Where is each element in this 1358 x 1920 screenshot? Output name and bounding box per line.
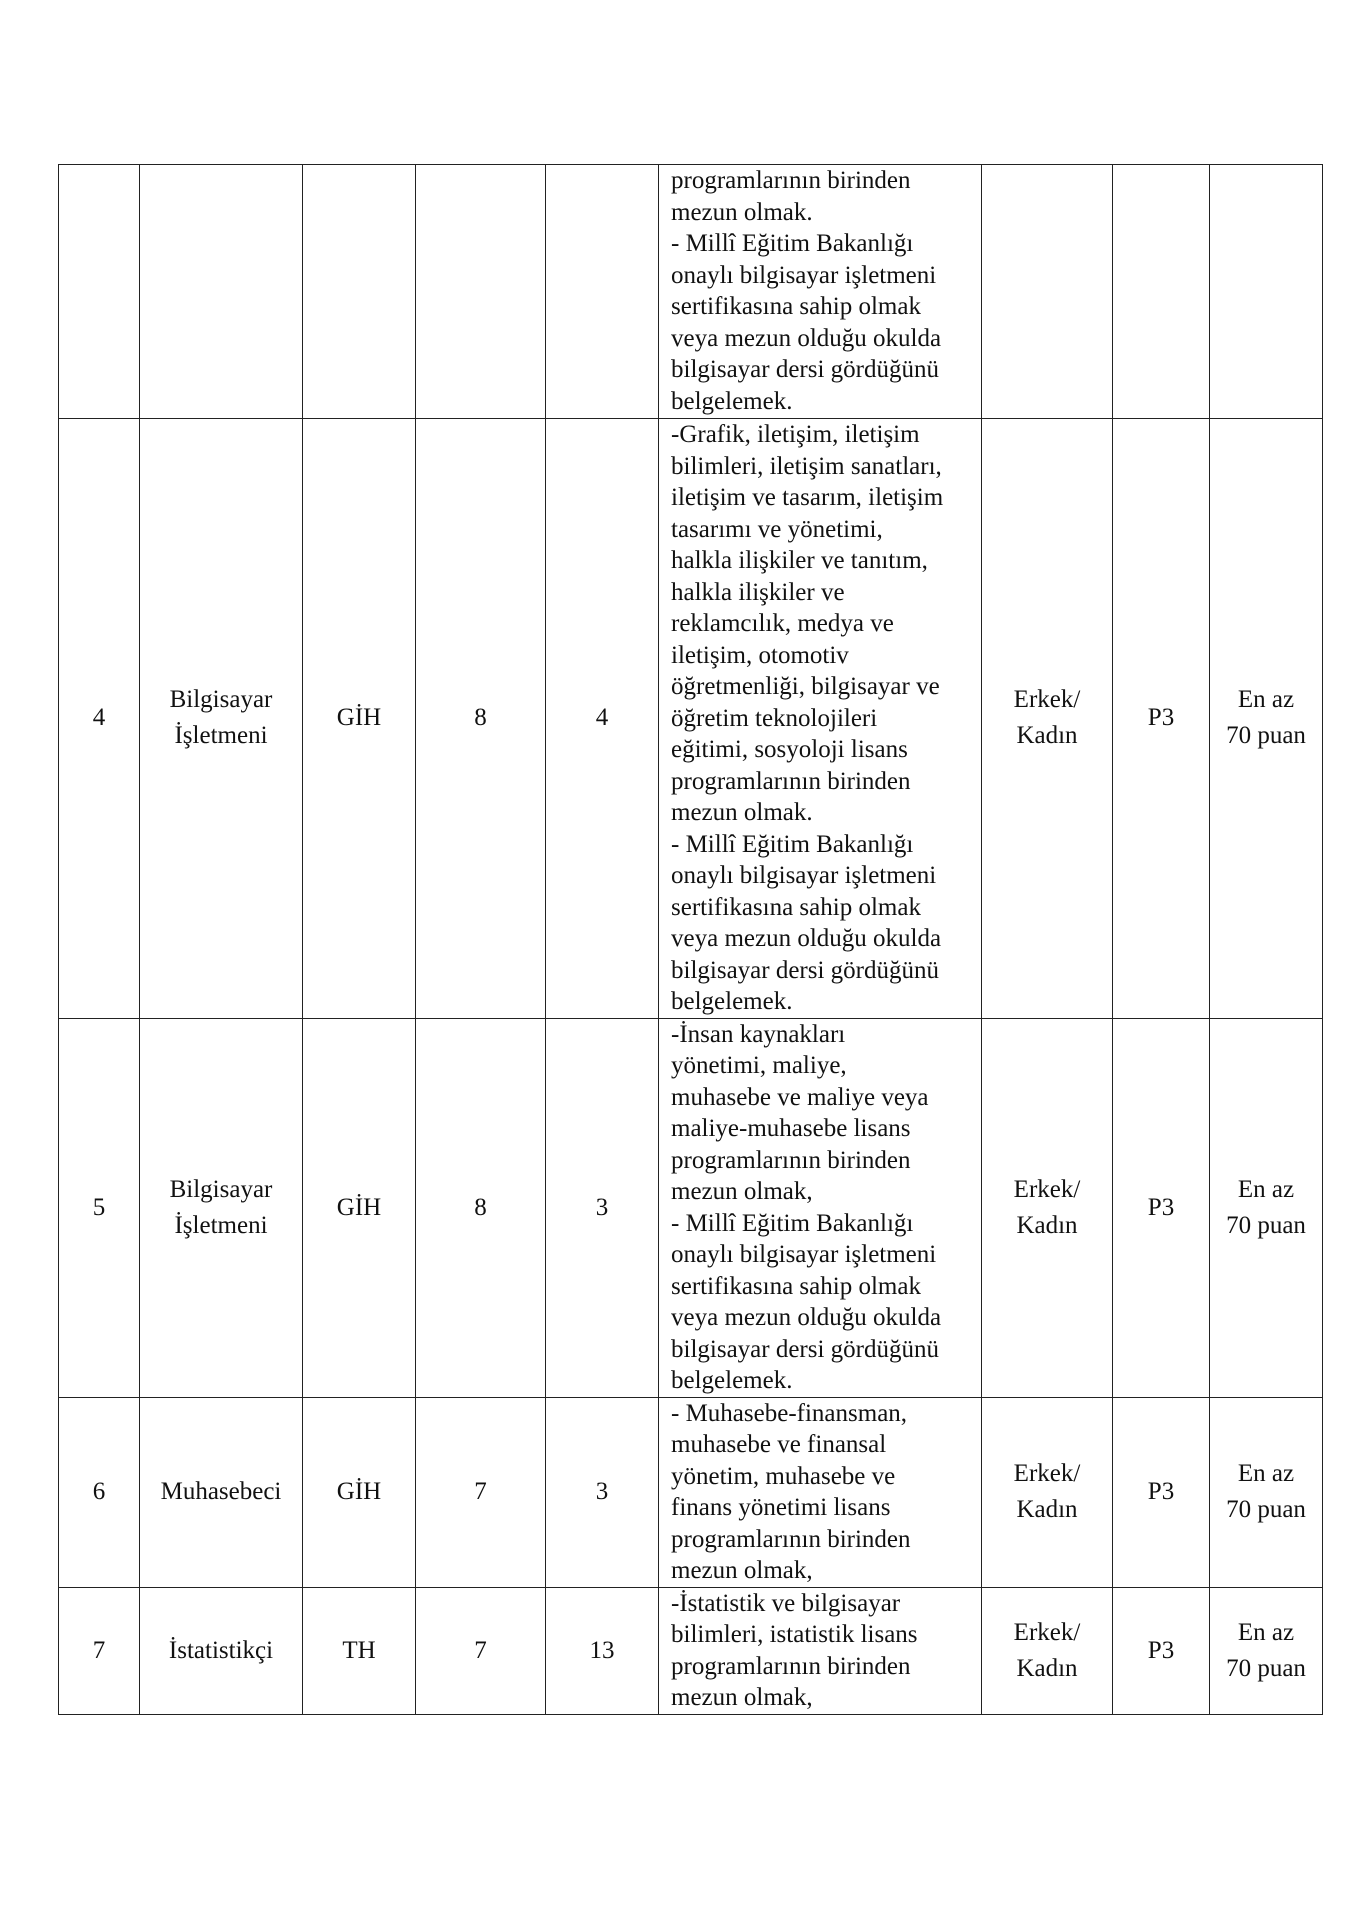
position-title-line-2: İşletmeni (174, 1211, 268, 1239)
gender-line-2: Kadın (1016, 1211, 1078, 1239)
position-title-line-1: Bilgisayar (169, 686, 273, 714)
gender-cell (982, 1397, 1113, 1587)
row-number-cell: 4 (59, 419, 140, 1019)
row-number-cell: 6 (59, 1397, 140, 1587)
table-row (59, 1397, 1323, 1587)
gender-cell (982, 1018, 1113, 1397)
score-cell (1210, 165, 1323, 419)
gender-line-1: Erkek/ (1013, 1175, 1081, 1203)
score-cell (1210, 419, 1323, 1019)
score-line-2: 70 puan (1226, 1496, 1306, 1523)
requirement-cell: -İstatistik ve bilgisayar bilimleri, istatistik lisans programlarının birinden mezun olmak, (659, 1587, 982, 1714)
score-line-2: 70 puan (1226, 722, 1306, 750)
requirement-cell: programlarının birinden mezun olmak. - Millî Eğitim Bakanlığı onaylı bilgisayar işletmeni sertifikasına sahip olmak veya mezun olduğu okulda bilgisayar dersi gördüğünü belgelemek. (659, 165, 982, 419)
score-line-1: En az (1237, 686, 1295, 714)
gender-line-1: Erkek/ (1013, 1460, 1081, 1487)
grade-cell: 7 (416, 1587, 546, 1714)
row-number-cell: 5 (59, 1018, 140, 1397)
class-cell: GİH (303, 1397, 416, 1587)
position-title-line-1: Muhasebeci (160, 1478, 282, 1505)
score-cell (1210, 1018, 1323, 1397)
table-row (59, 165, 1323, 419)
kpss-cell: P3 (1113, 1397, 1210, 1587)
position-title-cell (140, 1587, 303, 1714)
gender-cell (982, 165, 1113, 419)
position-title-line-1: İstatistikçi (168, 1636, 274, 1664)
count-cell (546, 165, 659, 419)
gender-line-1: Erkek/ (1013, 686, 1081, 714)
position-title-cell (140, 1018, 303, 1397)
kpss-cell: P3 (1113, 1018, 1210, 1397)
class-cell (303, 165, 416, 419)
count-cell: 4 (546, 419, 659, 1019)
requirement-cell: -İnsan kaynakları yönetimi, maliye, muhasebe ve maliye veya maliye-muhasebe lisans programlarının birinden mezun olmak, - Millî Eğitim Bakanlığı onaylı bilgisayar işletmeni sertifikasına sahip olmak veya mezun olduğu okulda bilgisayar dersi gördüğünü belgelemek. (659, 1018, 982, 1397)
grade-cell: 8 (416, 1018, 546, 1397)
gender-line-1: Erkek/ (1013, 1618, 1081, 1646)
score-line-1: En az (1237, 1175, 1295, 1203)
row-number-cell (59, 165, 140, 419)
score-cell (1210, 1587, 1323, 1714)
score-line-1: En az (1237, 1460, 1295, 1487)
class-cell: GİH (303, 419, 416, 1019)
table-row (59, 1587, 1323, 1714)
gender-line-2: Kadın (1016, 1654, 1078, 1682)
score-line-2: 70 puan (1226, 1654, 1306, 1682)
class-cell: TH (303, 1587, 416, 1714)
count-cell: 3 (546, 1397, 659, 1587)
count-cell: 13 (546, 1587, 659, 1714)
requirement-cell: - Muhasebe-finansman, muhasebe ve finansal yönetim, muhasebe ve finans yönetimi lisans programlarının birinden mezun olmak, (659, 1397, 982, 1587)
score-line-1: En az (1237, 1618, 1295, 1646)
position-title-line-2: İşletmeni (174, 722, 268, 750)
class-cell: GİH (303, 1018, 416, 1397)
table-row (59, 1018, 1323, 1397)
position-title-cell (140, 165, 303, 419)
kpss-cell: P3 (1113, 419, 1210, 1019)
requirement-cell: -Grafik, iletişim, iletişim bilimleri, iletişim sanatları, iletişim ve tasarım, iletişim tasarımı ve yönetimi, halkla ilişkiler ve tanıtım, halkla ilişkiler ve reklamcılık, medya ve iletişim, otomotiv öğretmenliği, bilgisayar ve öğretim teknolojileri eğitimi, sosyoloji lisans programlarının birinden mezun olmak. - Millî Eğitim Bakanlığı onaylı bilgisayar işletmeni sertifikasına sahip olmak veya mezun olduğu okulda bilgisayar dersi gördüğünü belgelemek. (659, 419, 982, 1019)
grade-cell: 7 (416, 1397, 546, 1587)
row-number-cell: 7 (59, 1587, 140, 1714)
table-row (59, 419, 1323, 1019)
gender-line-2: Kadın (1016, 722, 1078, 750)
score-cell (1210, 1397, 1323, 1587)
position-title-cell (140, 419, 303, 1019)
positions-table (58, 164, 1323, 1715)
position-title-line-1: Bilgisayar (169, 1175, 273, 1203)
gender-line-2: Kadın (1016, 1496, 1078, 1523)
gender-cell (982, 1587, 1113, 1714)
position-title-cell (140, 1397, 303, 1587)
grade-cell (416, 165, 546, 419)
score-line-2: 70 puan (1226, 1211, 1306, 1239)
kpss-cell: P3 (1113, 1587, 1210, 1714)
grade-cell: 8 (416, 419, 546, 1019)
count-cell: 3 (546, 1018, 659, 1397)
gender-cell (982, 419, 1113, 1019)
kpss-cell (1113, 165, 1210, 419)
